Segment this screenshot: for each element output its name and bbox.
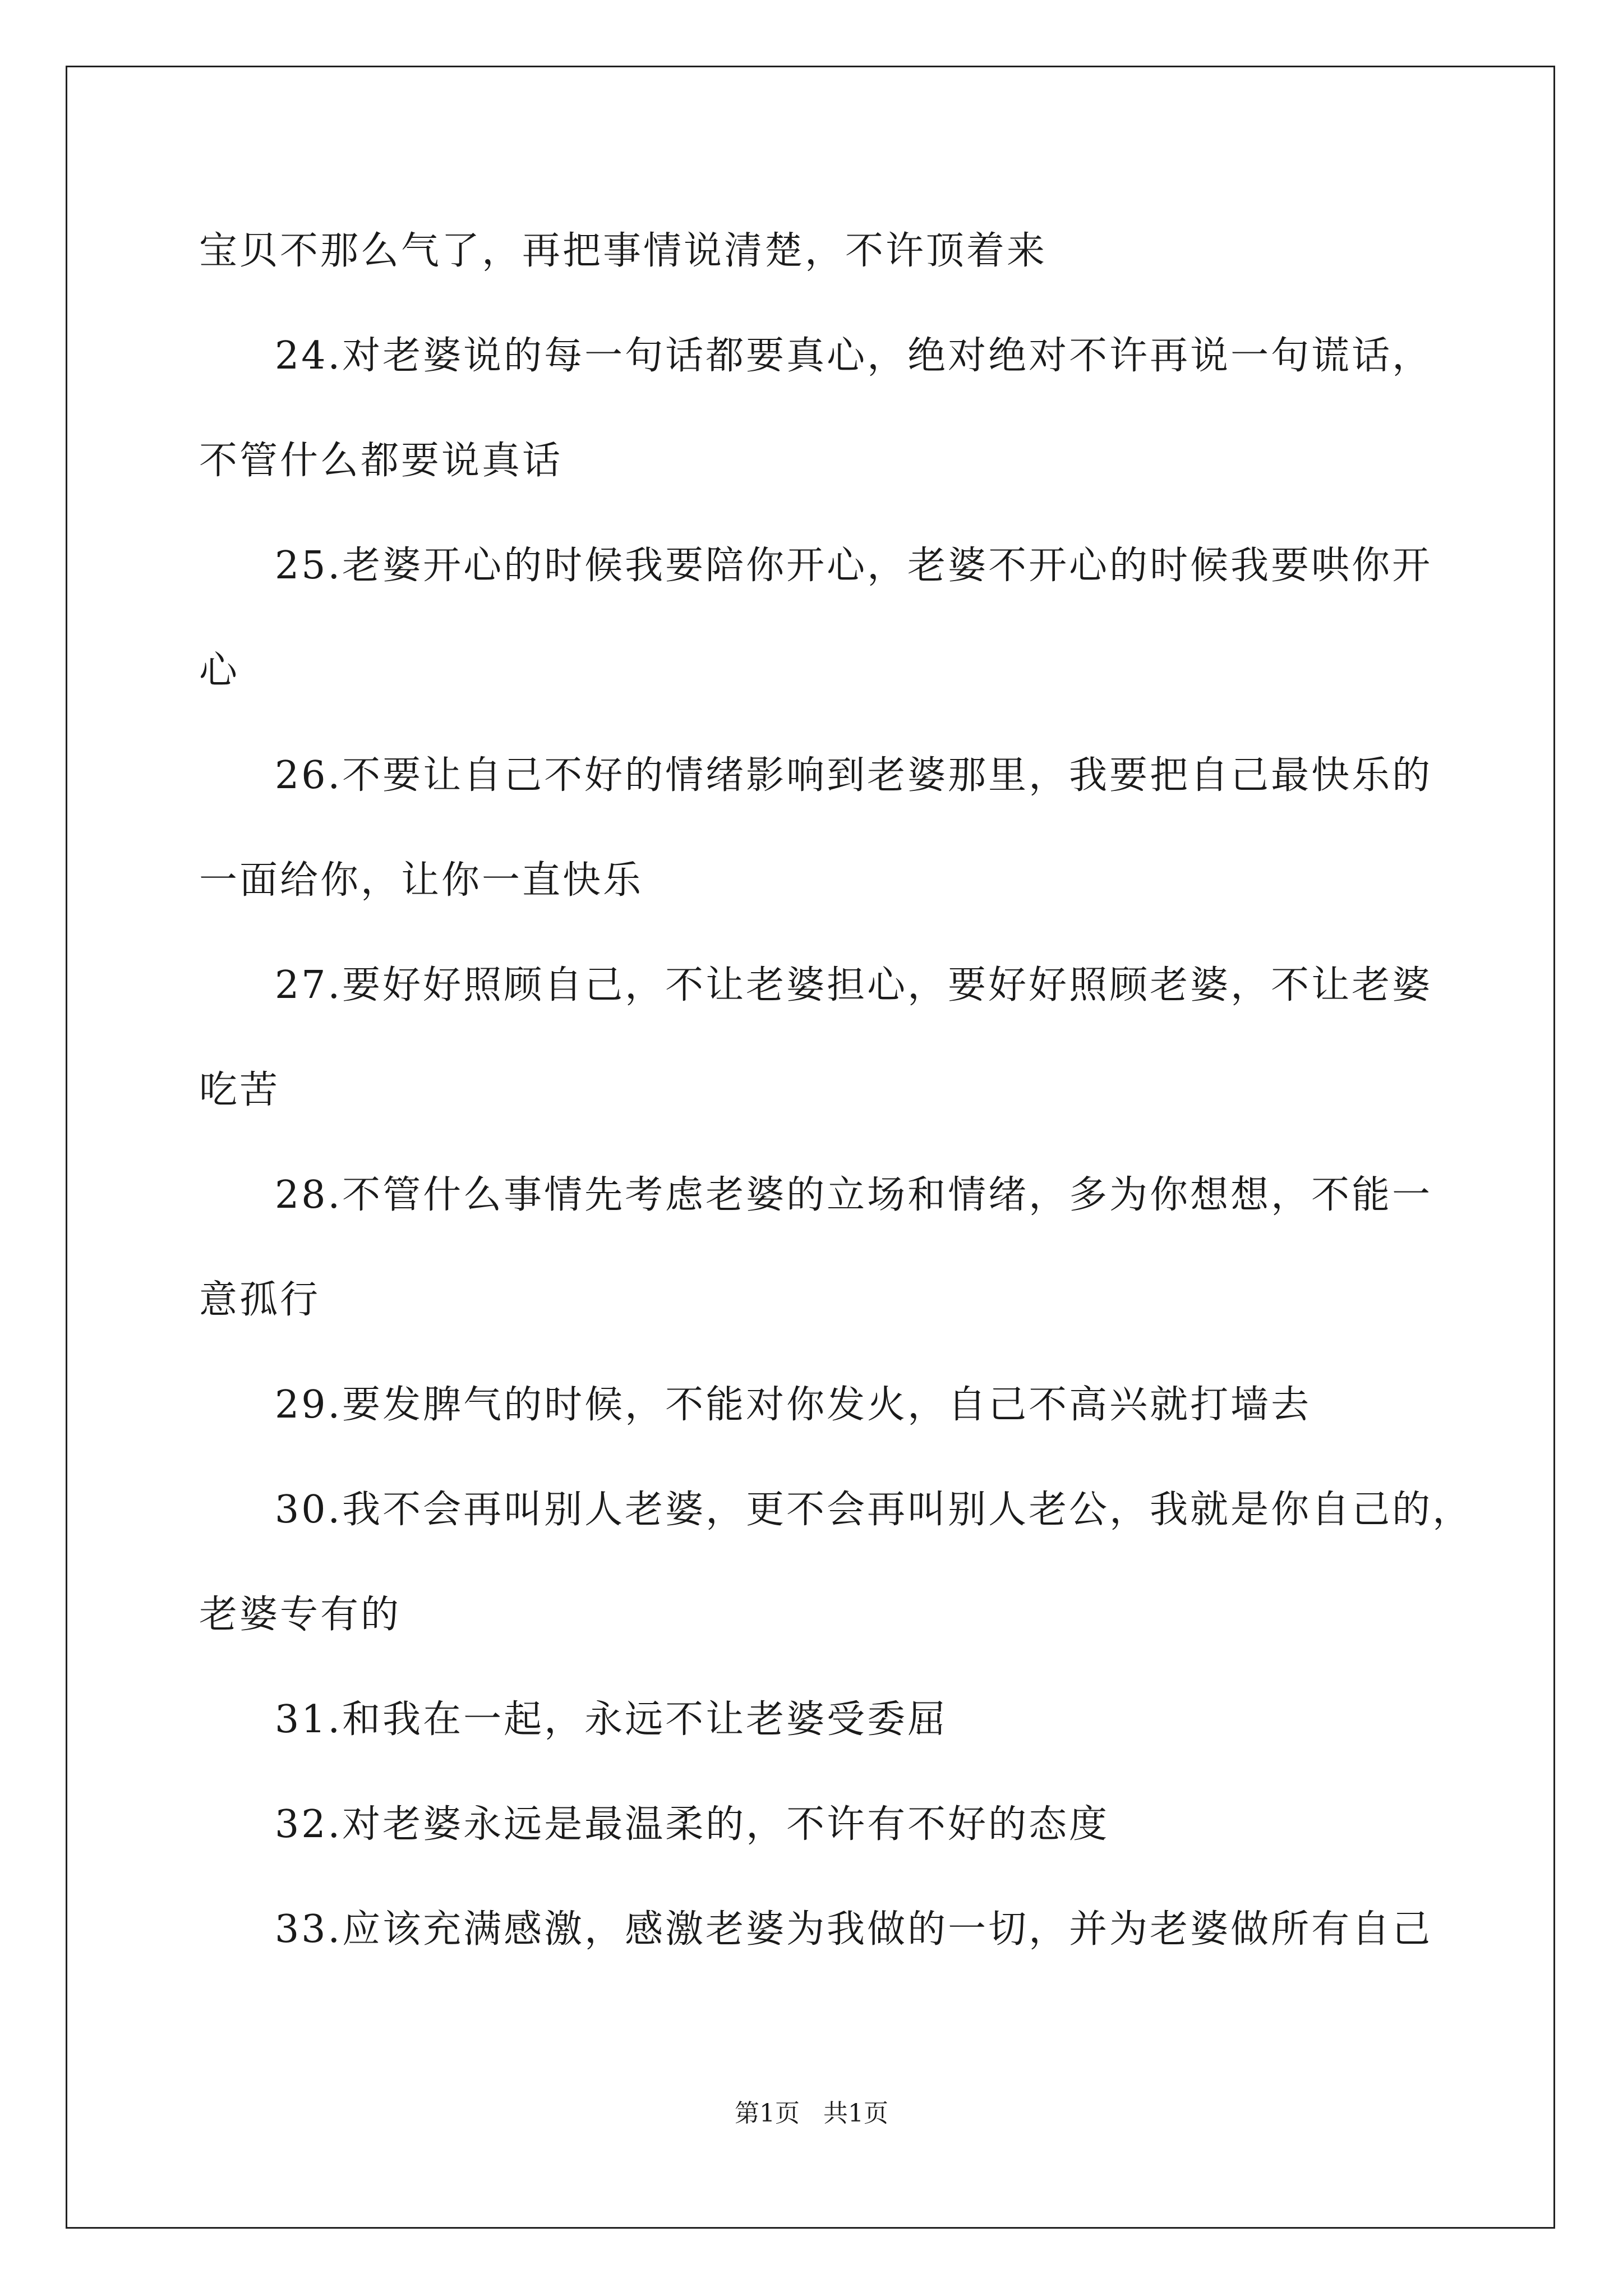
text-line: 不管什么都要说真话 <box>199 439 563 483</box>
text-line: 33.应该充满感激，感激老婆为我做的一切，并为老婆做所有自己 <box>275 1907 1433 1952</box>
text-line: 心 <box>199 648 240 693</box>
text-line: 26.不要让自己不好的情绪影响到老婆那里，我要把自己最快乐的 <box>275 753 1433 798</box>
text-line: 24.对老婆说的每一句话都要真心，绝对绝对不许再说一句谎话， <box>275 334 1433 378</box>
text-line: 一面给你，让你一直快乐 <box>199 858 644 903</box>
text-line: 意孤行 <box>199 1278 321 1322</box>
text-line: 30.我不会再叫别人老婆，更不会再叫别人老公，我就是你自己的， <box>275 1488 1473 1532</box>
text-line: 31.和我在一起，永远不让老婆受委屈 <box>275 1697 948 1742</box>
text-line: 25.老婆开心的时候我要陪你开心，老婆不开心的时候我要哄你开 <box>275 544 1433 588</box>
text-line: 老婆专有的 <box>199 1593 402 1637</box>
text-line: 宝贝不那么气了，再把事情说清楚，不许顶着来 <box>199 229 1048 273</box>
text-line: 32.对老婆永远是最温柔的，不许有不好的态度 <box>275 1802 1110 1847</box>
text-line: 28.不管什么事情先考虑老婆的立场和情绪，多为你想想，不能一 <box>275 1173 1433 1217</box>
text-line: 29.要发脾气的时候，不能对你发火，自己不高兴就打墙去 <box>275 1383 1312 1427</box>
page-footer: 第1页 共1页 <box>735 2099 888 2128</box>
text-line: 27.要好好照顾自己，不让老婆担心，要好好照顾老婆，不让老婆 <box>275 963 1433 1007</box>
text-line: 吃苦 <box>199 1068 280 1112</box>
page-border <box>66 66 1555 2229</box>
